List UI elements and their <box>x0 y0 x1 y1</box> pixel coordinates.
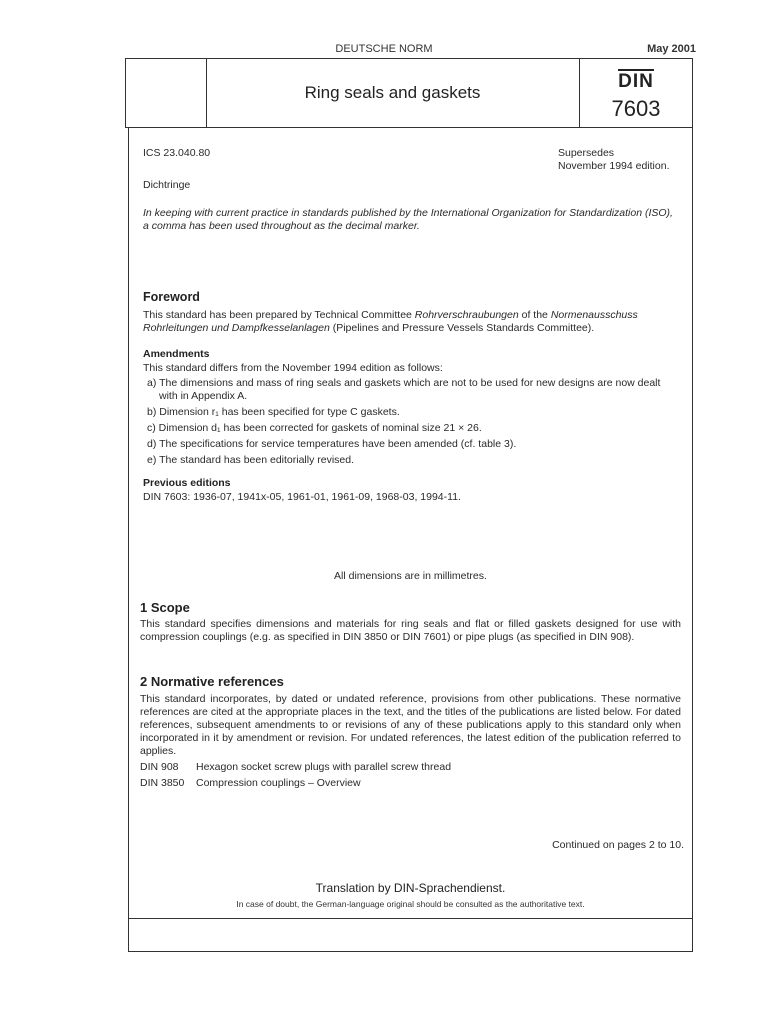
amendments-heading: Amendments <box>143 348 210 360</box>
title-block <box>125 58 693 128</box>
previous-editions-heading: Previous editions <box>143 477 231 489</box>
list-item: d) The specifications for service temperatures have been amended (cf. table 3). <box>147 438 517 450</box>
german-title: Dichtringe <box>143 179 191 191</box>
supersedes-edition: November 1994 edition. <box>558 160 670 172</box>
document-title: Ring seals and gaskets <box>206 59 580 127</box>
din-logo-cell <box>580 59 692 127</box>
dimensions-note: All dimensions are in millimetres. <box>334 570 487 582</box>
translation-credit: Translation by DIN-Sprachendienst. <box>315 881 506 895</box>
reference-row <box>140 761 681 774</box>
reference-code: DIN 3850 <box>140 777 185 789</box>
amendments-intro: This standard differs from the November 1994 edition as follows: <box>143 362 443 374</box>
reference-row <box>140 777 681 790</box>
footer-box <box>128 918 693 952</box>
normative-references-text: This standard incorporates, by dated or undated reference, provisions from other publications. These normative references are cited at the appropriate places in the text, and the titles of the publications are listed below. For dated references, subsequent amendments to or revisions of any of these publications apply to this standard only when incorporated in it by amendment or revision. For undated references, the latest edition of the publication referred to applies. <box>140 693 681 757</box>
supersedes-label: Supersedes <box>558 147 615 159</box>
authoritative-text-note: In case of doubt, the German-language original should be consulted as the authoritative text. <box>236 899 585 909</box>
list-item: e) The standard has been editorially revised. <box>147 454 355 466</box>
list-item: a) The dimensions and mass of ring seals and gaskets which are not to be used for new designs are now dealt with in Appendix A. <box>147 377 661 402</box>
list-item: b) Dimension r₁ has been specified for type C gaskets. <box>147 406 400 418</box>
reference-code: DIN 908 <box>140 761 179 773</box>
page-frame <box>128 128 693 920</box>
title-block-left-cell <box>126 59 207 127</box>
scope-heading: 1 Scope <box>140 600 190 615</box>
norm-label: DEUTSCHE NORM <box>335 43 433 55</box>
standard-number: 7603 <box>611 96 661 121</box>
foreword-heading: Foreword <box>143 290 200 304</box>
normative-references-heading: 2 Normative references <box>140 674 284 689</box>
foreword-text: This standard has been prepared by Technical Committee Rohrverschraubungen of the Normenausschuss Rohrleitungen und Dampfkesselanlagen (Pipelines and Pressure Vessels Standards Committee). <box>143 309 638 334</box>
list-item: c) Dimension d₁ has been corrected for gaskets of nominal size 21 × 26. <box>147 422 482 434</box>
decimal-marker-note: In keeping with current practice in standards published by the International Organization for Standardization (ISO), a comma has been used throughout as the decimal marker. <box>143 207 673 232</box>
reference-title: Compression couplings – Overview <box>196 777 361 789</box>
reference-title: Hexagon socket screw plugs with parallel screw thread <box>196 761 452 773</box>
continued-note: Continued on pages 2 to 10. <box>552 839 684 851</box>
din-logo: DIN <box>618 71 654 92</box>
amendments-list <box>143 377 681 467</box>
scope-text: This standard specifies dimensions and materials for ring seals and flat or filled gaskets designed for use with compression couplings (e.g. as specified in DIN 3850 or DIN 7601) or pipe plugs (as specified in DIN 908). <box>140 618 681 643</box>
reference-list <box>140 761 681 790</box>
previous-editions-text: DIN 7603: 1936-07, 1941x-05, 1961-01, 1961-09, 1968-03, 1994-11. <box>143 491 461 503</box>
ics-code: ICS 23.040.80 <box>143 147 211 159</box>
edition-date: May 2001 <box>647 43 696 55</box>
